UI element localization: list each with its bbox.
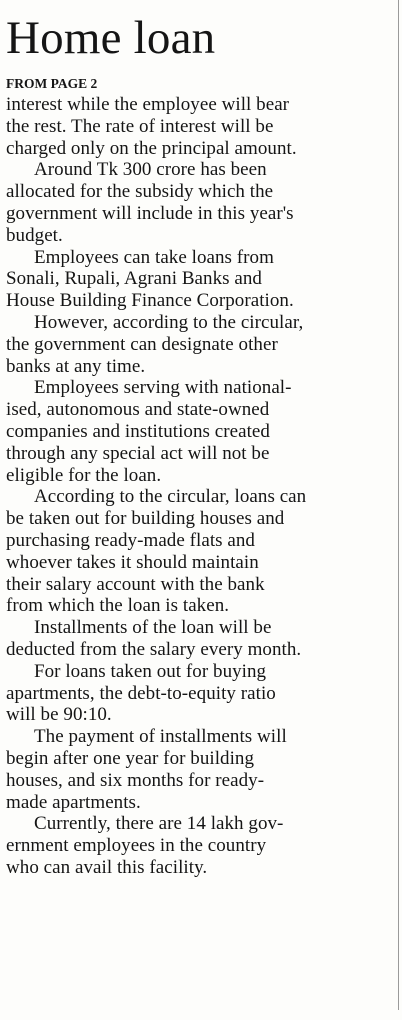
paragraph-first-line: However, according to the circular, [34,311,304,333]
text-line: through any special act will not be [6,442,270,464]
headline: Home loan [6,12,216,64]
text-line: ised, autonomous and state-owned [6,399,270,421]
text-line: charged only on the principal amount. [6,137,297,159]
text-line: be taken out for building houses and [6,508,285,530]
text-line: budget. [6,224,63,246]
text-line: the rest. The rate of interest will be [6,115,274,137]
text-line: banks at any time. [6,355,146,377]
text-line: purchasing ready-made flats and [6,529,255,551]
paragraph-first-line: According to the circular, loans can [34,486,307,508]
text-line: apartments, the debt-to-equity ratio [6,682,276,704]
article-body [6,94,398,879]
text-line: will be 90:10. [6,704,112,726]
text-line: begin after one year for building [6,747,255,769]
text-line: House Building Finance Corporation. [6,290,294,312]
paragraph-first-line: Employees serving with national- [34,377,292,399]
paragraph-first-line: The payment of installments will [34,726,287,748]
text-line: houses, and six months for ready- [6,769,265,791]
jump-line: FROM PAGE 2 [6,76,98,91]
text-line: interest while the employee will bear [6,94,290,115]
text-line: deducted from the salary every month. [6,638,302,660]
text-line: Sonali, Rupali, Agrani Banks and [6,268,262,290]
text-line: the government can designate other [6,333,278,355]
text-line: made apartments. [6,791,141,813]
text-line: their salary account with the bank [6,573,265,595]
paragraph-first-line: Installments of the loan will be [34,617,272,639]
text-line: who can avail this facility. [6,856,208,878]
text-line: eligible for the loan. [6,464,162,486]
paragraph-first-line: Around Tk 300 crore has been [34,159,267,181]
paragraph-first-line: Employees can take loans from [34,246,274,268]
text-line: government will include in this year's [6,202,294,224]
text-line: companies and institutions created [6,420,270,442]
paragraph-first-line: For loans taken out for buying [34,660,267,682]
text-line: ernment employees in the country [6,835,267,857]
paragraph-first-line: Currently, there are 14 lakh gov- [34,813,284,835]
text-line: from which the loan is taken. [6,595,230,617]
text-line: whoever takes it should maintain [6,551,259,573]
text-line: allocated for the subsidy which the [6,181,274,203]
column-rule [398,0,399,1010]
